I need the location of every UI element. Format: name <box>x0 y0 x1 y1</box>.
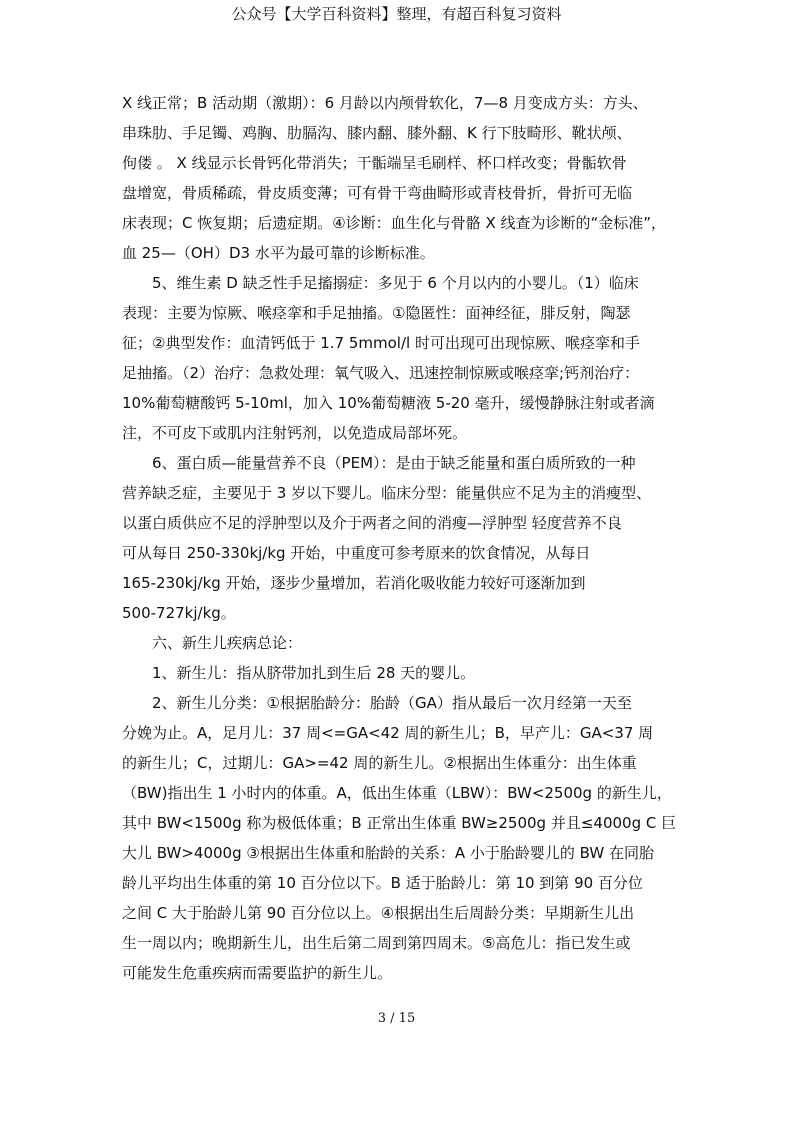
text-line: 其中 BW<1500g 称为极低体重；B 正常出生体重 BW≥2500g 并且≤4000g C 巨 <box>122 814 677 832</box>
text-line: 可能发生危重疾病而需要监护的新生儿。 <box>122 964 393 982</box>
text-line: 征；②典型发作：血清钙低于 1.7 5mmol/l 时可出现可出现惊厥、喉痉挛和手 <box>122 334 640 352</box>
text-line: 165-230kj/kg 开始，逐步少量增加，若消化吸收能力较好可逐渐加到 <box>122 574 586 592</box>
text-line: 床表现；C 恢复期；后遗症期。④诊断：血生化与骨骼 X 线查为诊断的“金标准”， <box>122 214 667 232</box>
text-line: 生一周以内；晚期新生儿，出生后第二周到第四周末。⑤高危儿：指已发生或 <box>122 934 631 952</box>
text-line: X 线正常；B 活动期（激期）：6 月龄以内颅骨软化，7—8 月变成方头：方头、 <box>122 94 648 112</box>
text-line: 分娩为止。A，足月儿：37 周<=GA<42 周的新生儿；B，早产儿：GA<37 周 <box>122 724 654 742</box>
text-line: 营养缺乏症，主要见于 3 岁以下婴儿。临床分型：能量供应不足为主的消瘦型、 <box>122 484 652 502</box>
text-line: 串珠肋、手足镯、鸡胸、肋膈沟、膝内翻、膝外翻、K 行下肢畸形、靴状颅、 <box>122 124 632 142</box>
text-line: 佝偻 。 X 线显示长骨钙化带消失；干骺端呈毛刷样、杯口样改变；骨骺软骨 <box>122 154 627 172</box>
text-line: 10%葡萄糖酸钙 5-10ml，加入 10%葡萄糖液 5-20 毫升，缓慢静脉注射或者滴 <box>122 394 655 412</box>
text-line: 可从每日 250-330kj/kg 开始，中重度可参考原来的饮食情况，从每日 <box>122 544 591 562</box>
text-line: （BW)指出生 1 小时内的体重。A，低出生体重（LBW）：BW<2500g 的新生儿， <box>122 784 672 802</box>
text-line: 的新生儿；C，过期儿：GA>=42 周的新生儿。②根据出生体重分：出生体重 <box>122 754 637 772</box>
text-line: 龄儿平均出生体重的第 10 百分位以下。B 适于胎龄儿：第 10 到第 90 百分位 <box>122 874 643 892</box>
document-body <box>122 88 677 988</box>
page-header: 公众号【大学百科资料】整理，有超百科复习资料 <box>231 5 562 23</box>
text-line: 1、新生儿：指从脐带加扎到生后 28 天的婴儿。 <box>152 664 476 682</box>
text-line: 血 25—（OH）D3 水平为最可靠的诊断标准。 <box>122 244 435 262</box>
text-line: 之间 C 大于胎龄儿第 90 百分位以上。④根据出生后周龄分类：早期新生儿出 <box>122 904 635 922</box>
text-line: 5、维生素 D 缺乏性手足搐搦症：多见于 6 个月以内的小婴儿。（1）临床 <box>152 274 639 292</box>
text-line: 大儿 BW>4000g ③根据出生体重和胎龄的关系：A 小于胎龄婴儿的 BW 在同胎 <box>122 844 654 862</box>
text-line: 以蛋白质供应不足的浮肿型以及介于两者之间的消瘦—浮肿型 轻度营养不良 <box>122 514 622 532</box>
text-line: 盘增宽，骨质稀疏，骨皮质变薄；可有骨干弯曲畸形或青枝骨折，骨折可无临 <box>122 184 633 202</box>
text-line: 2、新生儿分类：①根据胎龄分：胎龄（GA）指从最后一次月经第一天至 <box>152 694 632 712</box>
text-line: 足抽搐。（2）治疗：急救处理：氧气吸入、迅速控制惊厥或喉痉挛;钙剂治疗： <box>122 364 640 382</box>
text-line: 500-727kj/kg。 <box>122 604 236 622</box>
text-line: 6、蛋白质—能量营养不良（PEM）：是由于缺乏能量和蛋白质所致的一种 <box>152 454 636 472</box>
page-number: 3 / 15 <box>377 1011 416 1026</box>
text-line: 六、新生儿疾病总论： <box>152 634 303 652</box>
text-line: 表现：主要为惊厥、喉痉挛和手足抽搐。①隐匿性：面神经征，腓反射，陶瑟 <box>122 304 631 322</box>
text-line: 注，不可皮下或肌内注射钙剂，以免造成局部坏死。 <box>122 424 468 442</box>
